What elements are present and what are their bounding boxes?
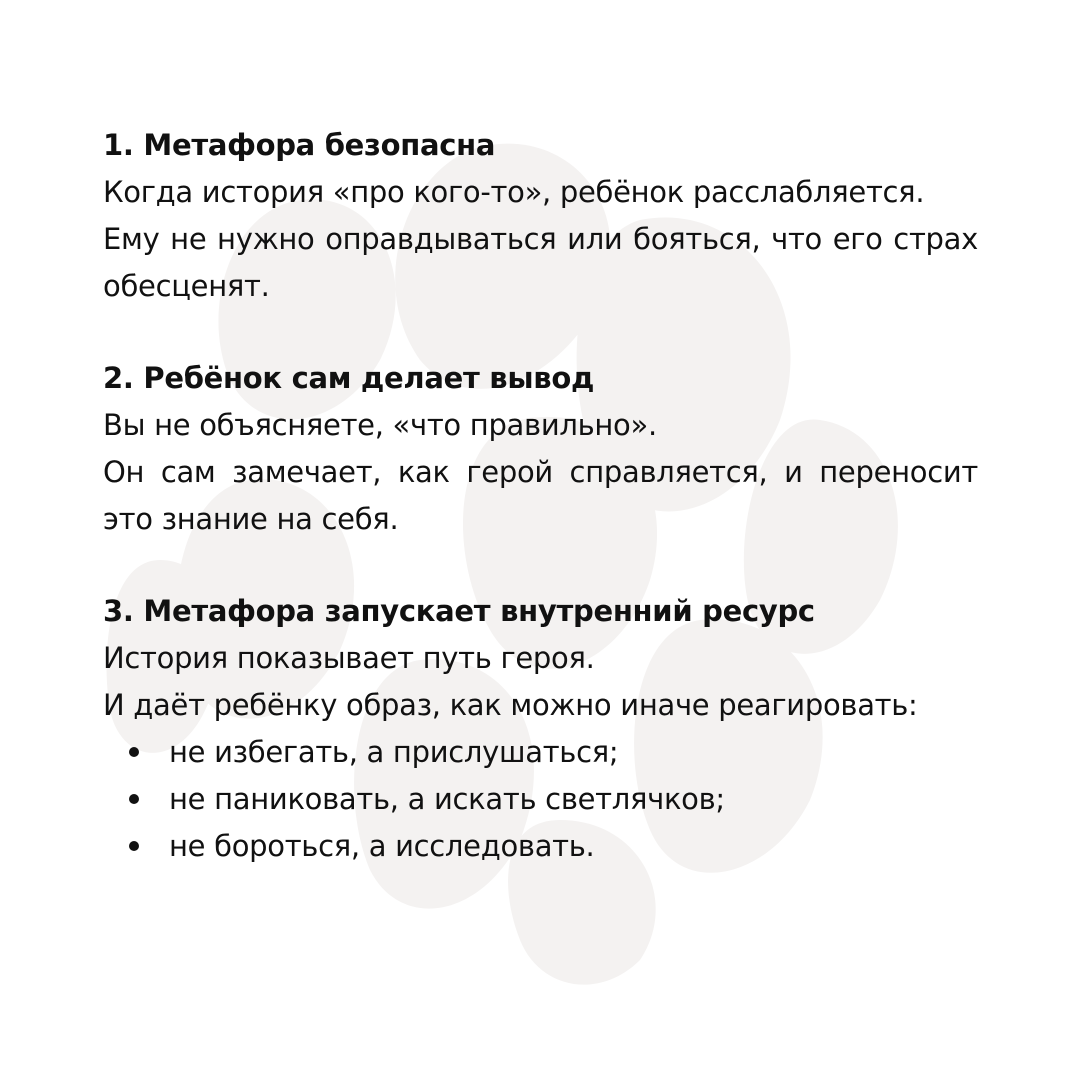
- bullet-item: [103, 776, 978, 823]
- section-heading: 3. Метафора запускает внутренний ресурс: [103, 594, 815, 628]
- content-area: [103, 122, 978, 870]
- section-paragraph: Ему не нужно оправдываться или бояться, что его страх обесценят.: [103, 222, 978, 303]
- section-paragraph: История показывает путь героя.: [103, 641, 595, 675]
- bullet-list: [103, 729, 978, 870]
- bullet-text: не паниковать, а искать светлячков;: [169, 782, 725, 816]
- bullet-text: не избегать, а прислушаться;: [169, 735, 619, 769]
- section-paragraph: Когда история «про кого-то», ребёнок расслабляется.: [103, 175, 925, 209]
- bullet-item: [103, 729, 978, 776]
- section-paragraph: И даёт ребёнку образ, как можно иначе реагировать:: [103, 688, 918, 722]
- section-paragraph: Он сам замечает, как герой справляется, и переносит это знание на себя.: [103, 455, 978, 536]
- section-metaphor-safe: [103, 122, 978, 310]
- bullet-text: не бороться, а исследовать.: [169, 829, 595, 863]
- section-paragraph: Вы не объясняете, «что правильно».: [103, 408, 657, 442]
- section-child-conclusion: [103, 355, 978, 543]
- bullet-dot-icon: [129, 794, 139, 804]
- bullet-dot-icon: [129, 841, 139, 851]
- bullet-item: [103, 823, 978, 870]
- section-inner-resource: [103, 588, 978, 870]
- bullet-dot-icon: [129, 747, 139, 757]
- section-heading: 2. Ребёнок сам делает вывод: [103, 361, 595, 395]
- section-heading: 1. Метафора безопасна: [103, 128, 496, 162]
